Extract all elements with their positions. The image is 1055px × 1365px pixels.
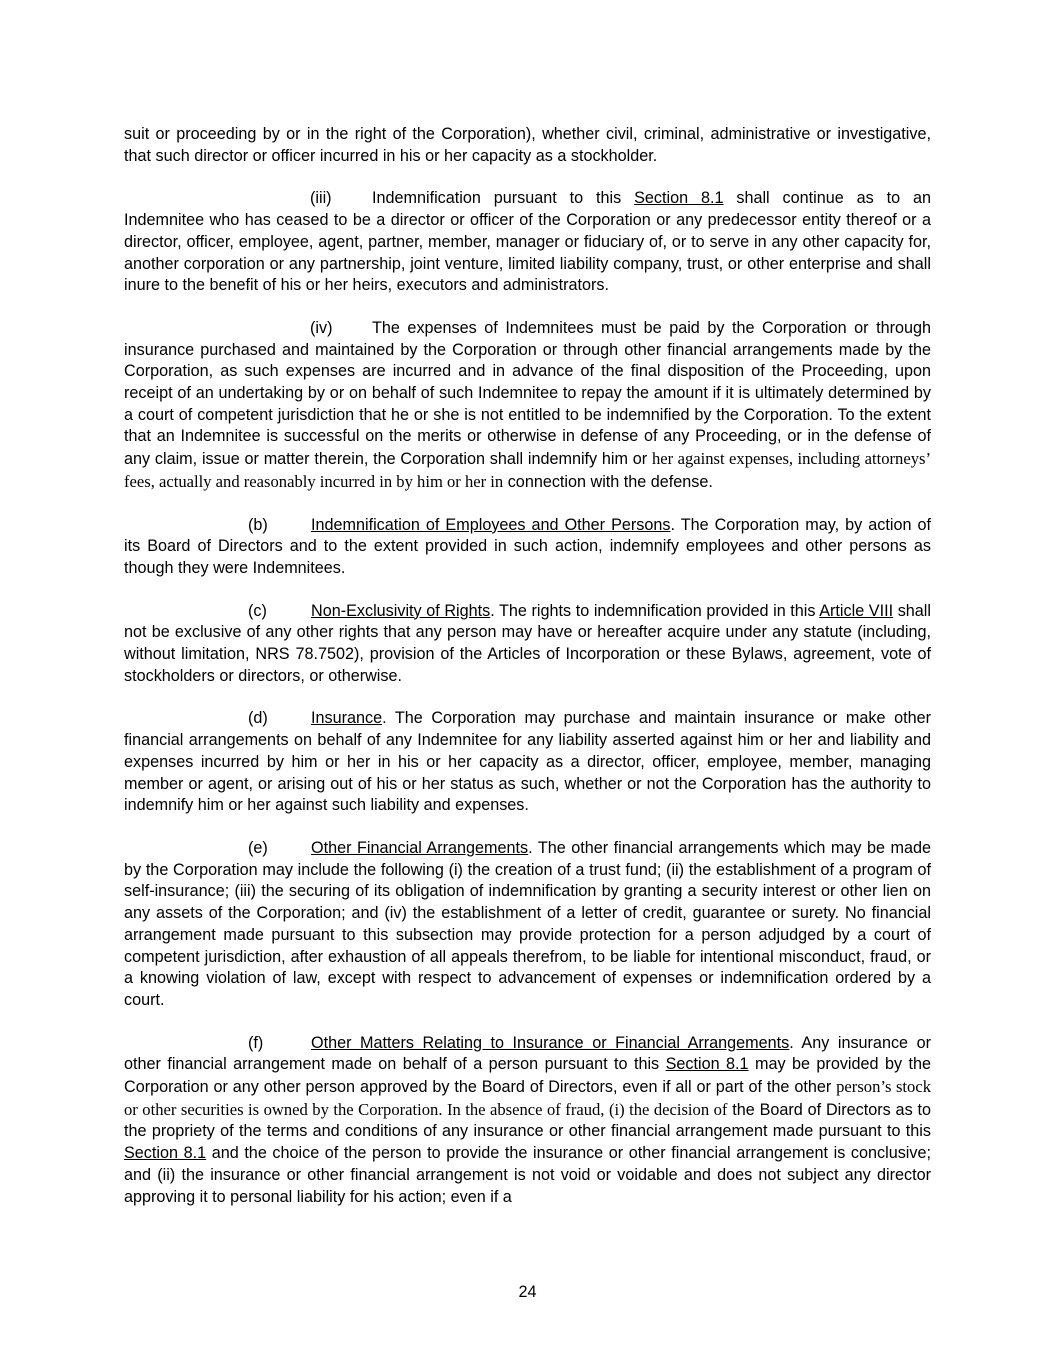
paragraph-text: The expenses of Indemnitees must be paid by the Corporation or through insurance purchased and maintained by the Corporation or through other financial arrangements made by the Corporation, as such expenses are incurred and in advance of the final disposition of the Proceeding, upon receipt of an undertaking by or on behalf of such Indemnitee to repay the amount if it is ultimately determined by a court of competent jurisdiction that he or she is not entitled to be indemnified by the Corporation. To the extent that an Indemnitee is successful on the merits or otherwise in defense of any Proceeding, or in the defense of any claim, issue or matter therein, the Corporation shall indemnify him or bbox=[124, 318, 931, 469]
paragraph-text: may be provided by the Corporation or any other person approved by the Board of Directors, even if all or part of the other bbox=[124, 1055, 931, 1097]
paragraph-text: the Board of Directors as to the propriety of the terms and conditions of any insurance or other financial arrangement made pursuant to this bbox=[124, 1100, 931, 1141]
document-page bbox=[124, 124, 931, 1229]
section-reference: Section 8.1 bbox=[124, 1144, 207, 1163]
section-c bbox=[124, 601, 931, 688]
subsection-label: (iii) bbox=[310, 189, 332, 208]
section-label: (f) bbox=[248, 1033, 264, 1052]
paragraph-text: . Any insurance or other financial arrangement made on behalf of a person pursuant to this bbox=[124, 1033, 931, 1074]
page-number: 24 bbox=[518, 1283, 537, 1301]
article-reference: Article VIII bbox=[819, 601, 894, 620]
section-label: (b) bbox=[248, 515, 268, 534]
subsection-label: (iv) bbox=[310, 318, 333, 337]
section-heading: Insurance bbox=[311, 709, 383, 728]
paragraph-text-serif: her against expenses, including attorneys’ fees, actually and reasonably incurred in by him or her in bbox=[124, 449, 931, 491]
paragraph-iii bbox=[124, 188, 931, 297]
paragraph-text: Indemnification pursuant to this bbox=[372, 189, 635, 208]
section-b bbox=[124, 515, 931, 580]
paragraph-text: . The Corporation may, by action of its Board of Directors and to the extent provided in such action, indemnify employees and other persons as though they were Indemnitees. bbox=[124, 515, 931, 577]
paragraph-text: . The rights to indemnification provided in this bbox=[490, 601, 820, 620]
section-d bbox=[124, 708, 931, 817]
paragraph-text-serif: person’s stock or other securities is owned by the Corporation. In the absence of fraud, (i) the decision of bbox=[124, 1077, 932, 1119]
paragraph-text: . The other financial arrangements which may be made by the Corporation may include the following (i) the creation of a trust fund; (ii) the establishment of a program of self-insurance; (iii) the securing of its obligation of indemnification by granting a security interest or other lien on any assets of the Corporation; and (iv) the establishment of a letter of credit, guarantee or surety. No financial arrangement made pursuant to this subsection may provide protection for a person adjudged by a court of competent jurisdiction, after exhaustion of all appeals therefrom, to be liable for intentional misconduct, fraud, or a knowing violation of law, except with respect to advancement of expenses or indemnification ordered by a court. bbox=[124, 838, 931, 1009]
section-f bbox=[124, 1033, 931, 1209]
paragraph-text: shall not be exclusive of any other rights that any person may have or hereafter acquire under any statute (including, without limitation, NRS 78.7502), provision of the Articles of Incorporation or these Bylaws, agreement, vote of stockholders or directors, or otherwise. bbox=[124, 601, 931, 685]
section-heading: Other Matters Relating to Insurance or Financial Arrangements bbox=[311, 1033, 790, 1052]
section-label: (c) bbox=[248, 601, 267, 620]
paragraph-iv bbox=[124, 318, 931, 494]
paragraph-text: connection with the defense. bbox=[503, 472, 713, 491]
section-heading: Indemnification of Employees and Other Persons bbox=[311, 515, 671, 534]
paragraph-continuation bbox=[124, 124, 931, 167]
section-reference: Section 8.1 bbox=[665, 1055, 749, 1074]
section-heading: Other Financial Arrangements bbox=[311, 838, 529, 857]
paragraph-text: and the choice of the person to provide the insurance or other financial arrangement is conclusive; and (ii) the insurance or other financial arrangement is not void or voidable and does not subject any director approving it to personal liability for his action; even if a bbox=[124, 1144, 931, 1206]
section-e bbox=[124, 838, 931, 1012]
section-label: (e) bbox=[248, 838, 268, 857]
paragraph-text: . The Corporation may purchase and maintain insurance or make other financial arrangements on behalf of any Indemnitee for any liability asserted against him or her and liability and expenses incurred by him or her in his or her capacity as a director, officer, employee, member, managing member or agent, or arising out of his or her status as such, whether or not the Corporation has the authority to indemnify him or her against such liability and expenses. bbox=[124, 709, 931, 815]
paragraph-text: suit or proceeding by or in the right of the Corporation), whether civil, criminal, administrative or investigative, that such director or officer incurred in his or her capacity as a stockholder. bbox=[124, 125, 931, 165]
section-heading: Non-Exclusivity of Rights bbox=[311, 601, 491, 620]
paragraph-text: shall continue as to an Indemnitee who has ceased to be a director or officer of the Corporation or any predecessor entity thereof or a director, officer, employee, agent, partner, member, manager or fiduciary of, or to serve in any other capacity for, another corporation or any partnership, joint venture, limited liability company, trust, or other enterprise and shall inure to the benefit of his or her heirs, executors and administrators. bbox=[124, 189, 931, 295]
section-label: (d) bbox=[248, 709, 268, 728]
section-reference: Section 8.1 bbox=[634, 189, 724, 208]
